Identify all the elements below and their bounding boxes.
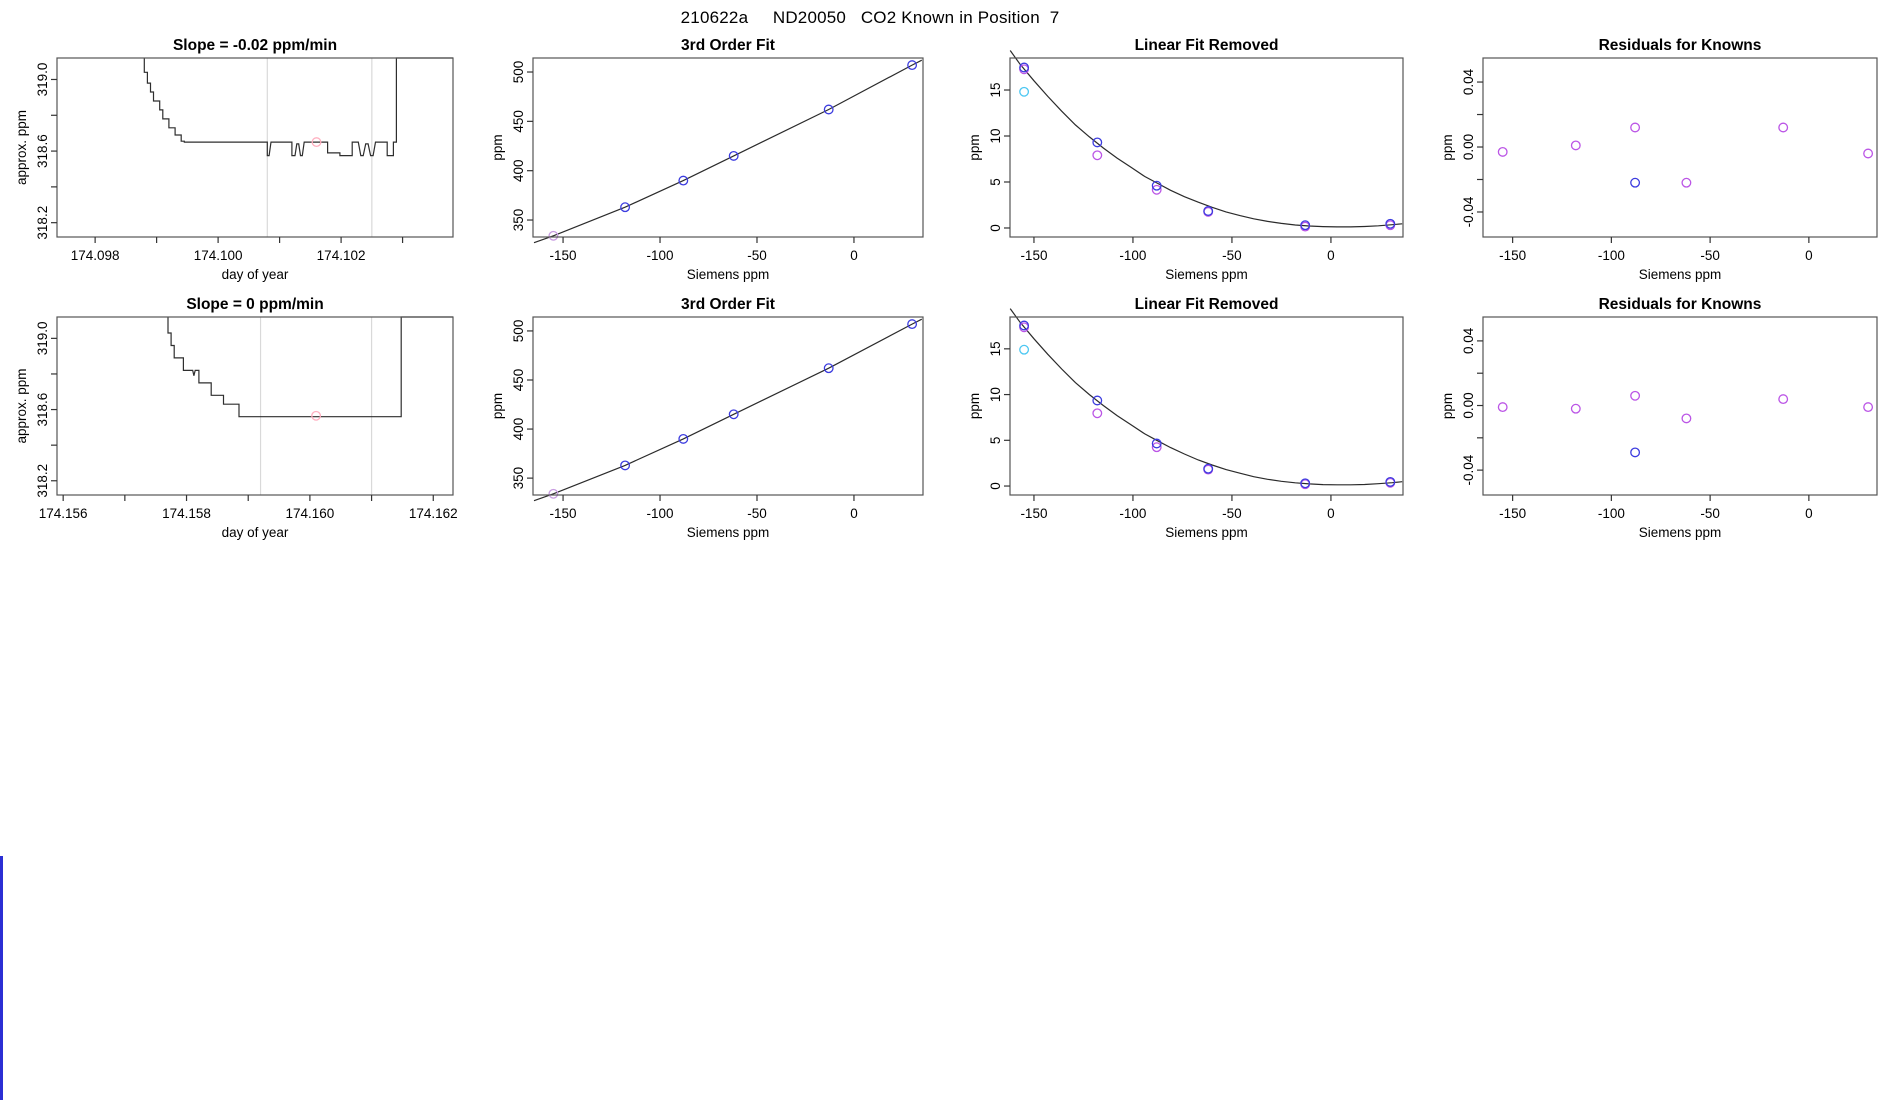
plot-box [1010,58,1403,237]
plot-slope-bottom [14,296,458,540]
y-tick-label: 0 [988,224,1003,232]
x-tick-label: 174.102 [316,248,366,263]
y-axis-label: ppm [967,392,982,420]
residuals-violet-marker [1631,123,1640,132]
y-tick-label: 319.0 [35,62,50,97]
plot-box [1483,317,1877,495]
residuals-violet-marker [1498,148,1507,157]
x-tick-label: -100 [1597,506,1625,521]
co2-step-trace [168,317,453,417]
x-axis-label: Siemens ppm [1638,267,1722,282]
residuals-violet-marker [1682,178,1691,187]
x-tick-label: 174.160 [285,506,335,521]
x-tick-label: 0 [1327,248,1335,263]
plot-title: 3rd Order Fit [681,296,775,313]
y-tick-label: 400 [511,159,526,182]
figure-title: 210622a ND20050 CO2 Known in Position 7 [680,8,1060,27]
y-tick-label: 0.00 [1461,133,1476,161]
x-tick-label: -150 [1499,248,1527,263]
y-axis-label: ppm [1440,134,1455,161]
y-tick-label: 10 [988,387,1003,403]
y-tick-label: 5 [988,178,1003,186]
y-tick-label: 450 [511,110,526,133]
x-tick-label: -50 [747,506,767,521]
x-tick-label: -50 [1700,506,1720,521]
x-tick-label: -150 [1499,506,1527,521]
plot-linear-fit-removed-top [967,37,1403,282]
x-tick-label: 174.156 [38,506,88,521]
y-tick-label: 350 [511,466,526,490]
flagged-sample-marker [312,412,321,421]
y-tick-label: 318.2 [35,205,50,240]
x-tick-label: -100 [1119,248,1147,263]
x-tick-label: 174.158 [162,506,211,521]
x-tick-label: -100 [646,506,674,521]
y-tick-label: 500 [511,319,526,343]
plot-box [533,58,923,237]
residuals-violet-marker [1631,392,1640,401]
plot-box [1010,317,1403,495]
plot-title: Slope = 0 ppm/min [186,296,324,313]
x-tick-label: 0 [1805,506,1813,521]
x-tick-label: 0 [850,506,858,521]
fit-curve [534,60,922,243]
y-tick-label: 318.2 [35,463,50,498]
x-tick-label: 174.100 [193,248,243,263]
y-tick-label: 0 [988,482,1003,490]
y-axis-label: approx. ppm [14,368,29,444]
plot-box [533,317,923,495]
x-tick-label: -100 [646,248,674,263]
plot-title: Linear Fit Removed [1134,37,1279,54]
x-axis-label: day of year [221,267,289,282]
y-tick-label: -0.04 [1461,196,1476,228]
plot-linear-fit-removed-bottom [967,296,1403,540]
plot-title: Residuals for Knowns [1598,296,1762,313]
y-axis-label: ppm [967,134,982,161]
x-tick-label: -150 [1020,506,1048,521]
y-tick-label: 0.04 [1461,327,1476,355]
plot-box [57,317,453,495]
y-axis-label: approx. ppm [14,109,29,186]
y-tick-label: 500 [511,60,526,84]
fit-curve [1010,51,1402,227]
x-tick-label: -100 [1597,248,1625,263]
x-tick-label: -100 [1119,506,1147,521]
x-axis-label: Siemens ppm [1638,525,1722,540]
y-tick-label: 400 [511,417,526,441]
y-axis-label: ppm [490,134,505,161]
x-axis-label: Siemens ppm [1165,525,1248,540]
y-tick-label: -0.04 [1461,454,1476,486]
residuals-violet-marker [1572,404,1581,413]
x-axis-label: Siemens ppm [686,525,770,540]
fit-curve [1010,309,1402,485]
x-tick-label: -50 [747,248,767,263]
residuals-violet-marker [1779,395,1788,404]
y-tick-label: 350 [511,208,526,232]
plot-slope-top [14,37,453,282]
x-tick-label: 0 [1805,248,1813,263]
plot-residuals-bottom [1440,296,1877,540]
residual-blue-marker [1631,178,1640,187]
y-tick-label: 15 [988,341,1003,357]
residuals-violet-marker [1864,149,1873,158]
y-axis-label: ppm [1440,392,1455,420]
x-tick-label: -150 [549,248,577,263]
x-tick-label: -50 [1222,506,1242,521]
y-tick-label: 318.6 [35,134,50,168]
x-tick-label: 0 [850,248,858,263]
residuals-violet-marker [1779,123,1788,132]
x-tick-label: -50 [1700,248,1720,263]
x-tick-label: -150 [549,506,577,521]
x-tick-label: 0 [1327,506,1335,521]
y-tick-label: 319.0 [35,321,50,356]
residuals-violet-marker [1682,414,1691,423]
x-axis-label: Siemens ppm [686,267,770,282]
plot-title: Residuals for Knowns [1598,37,1762,54]
y-tick-label: 5 [988,436,1003,445]
residuals-violet-marker [1498,403,1507,412]
knowns-violet-marker [1093,409,1102,418]
plot-box [1483,58,1877,237]
known-cyan-marker [1020,345,1029,354]
left-edge-blue-strip [0,856,3,1100]
plot-residuals-top [1440,37,1877,282]
y-tick-label: 450 [511,368,526,392]
x-axis-label: day of year [221,525,289,540]
x-tick-label: -150 [1020,248,1048,263]
fit-curve [534,319,922,501]
y-tick-label: 0.00 [1461,392,1476,419]
x-tick-label: 174.162 [408,506,458,521]
y-axis-label: ppm [490,392,505,420]
residuals-violet-marker [1572,141,1581,150]
plot-3rd-order-fit-bottom [490,296,923,540]
plot-3rd-order-fit-top [490,37,923,282]
x-tick-label: -50 [1222,248,1242,263]
co2-step-trace [144,58,453,156]
known-cyan-marker [1020,88,1029,97]
knowns-violet-marker [1093,151,1102,160]
y-tick-label: 10 [988,128,1003,144]
x-axis-label: Siemens ppm [1165,267,1248,282]
x-tick-label: 174.098 [70,248,120,263]
knowns-blue-marker [1093,138,1102,147]
plot-title: Slope = -0.02 ppm/min [172,37,338,54]
y-tick-label: 318.6 [35,392,50,427]
residuals-violet-marker [1864,403,1873,412]
y-tick-label: 15 [988,82,1003,98]
residual-blue-marker [1631,448,1640,457]
plot-title: Linear Fit Removed [1134,296,1279,313]
plot-title: 3rd Order Fit [681,37,775,54]
y-tick-label: 0.04 [1461,68,1476,96]
